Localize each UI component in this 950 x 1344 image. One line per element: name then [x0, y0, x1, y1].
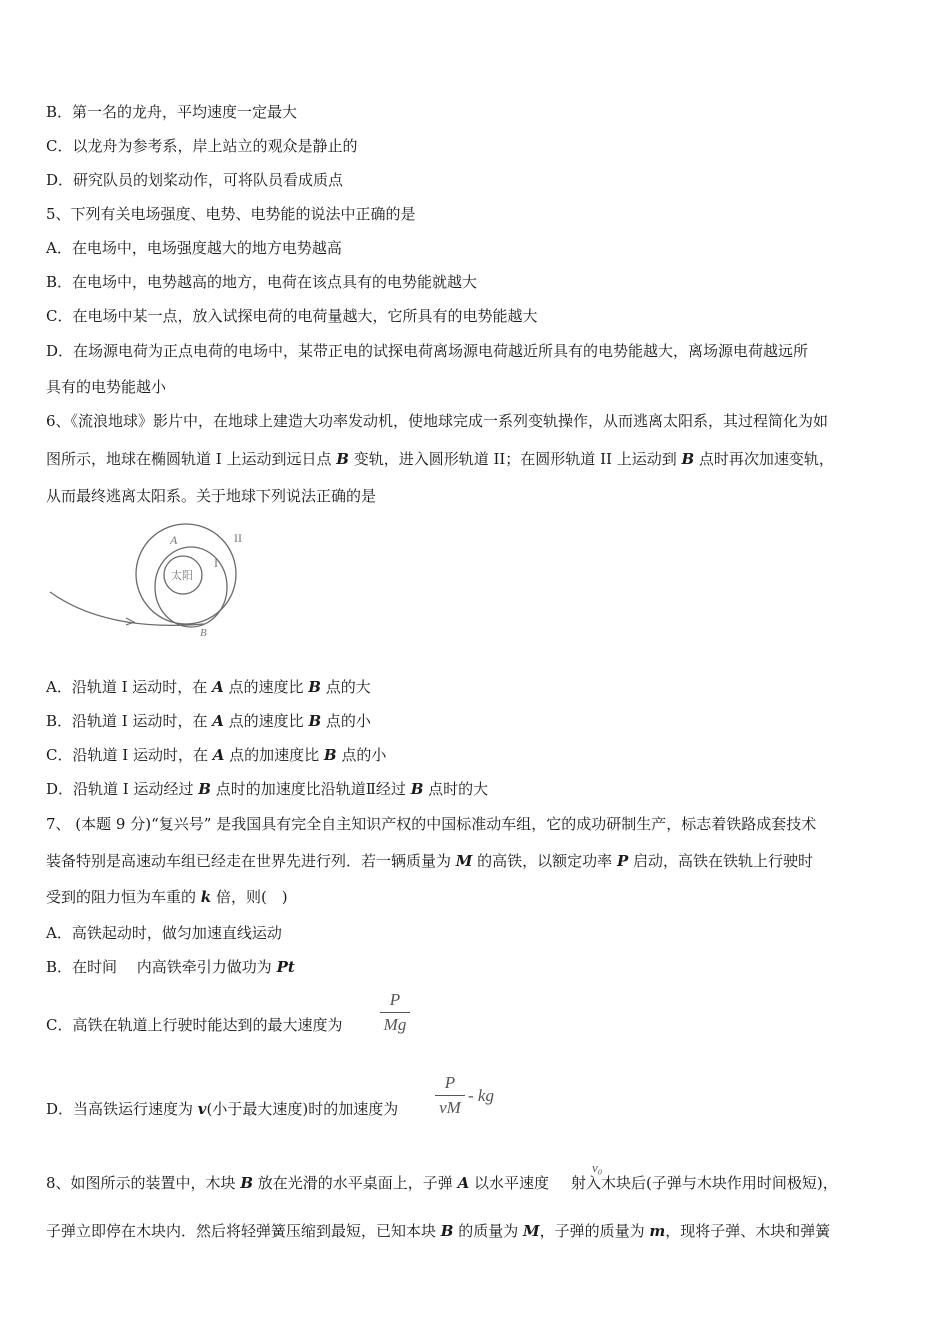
q6-option-d: D．沿轨道 I 运动经过 B 点时的加速度比沿轨道Ⅱ经过 B 点时的大: [46, 780, 489, 798]
option-b-line: B．第一名的龙舟，平均速度一定最大: [46, 103, 298, 121]
question-7: 7、 (本题 9 分)“复兴号” 是我国具有完全自主知识产权的中国标准动车组，它的成功研制生产，标志着铁路成套技术: [46, 815, 817, 833]
q7-option-d: D．当高铁运行速度为 v(小于最大速度)时的加速度为: [46, 1100, 399, 1118]
point-a-label: A: [170, 533, 178, 547]
q7-option-a: A．高铁起动时，做匀加速直线运动: [46, 924, 282, 942]
question-6-line3: 从而最终逃离太阳系。关于地球下列说法正确的是: [46, 487, 377, 505]
point-b-label: B: [200, 627, 207, 639]
sun-label: 太阳: [171, 570, 193, 582]
q7-d-minus-kg: - kg: [468, 1086, 494, 1105]
q6-option-c: C．沿轨道 I 运动时，在 A 点的加速度比 B 点的小: [46, 746, 387, 764]
q7-d-fraction: [435, 1073, 465, 1118]
option-c-line: C．以龙舟为参考系，岸上站立的观众是静止的: [46, 137, 358, 155]
q5-option-c: C．在电场中某一点，放入试探电荷的电荷量越大，它所具有的电势能越大: [46, 307, 538, 325]
q7-option-c: C．高铁在轨道上行驶时能达到的最大速度为: [46, 1016, 343, 1034]
question-7-line2: 装备特别是高速动车组已经走在世界先进行列．若一辆质量为 M 的高铁，以额定功率 P 启动，高铁在铁轨上行驶时: [46, 852, 813, 870]
question-8: 8、如图所示的装置中，木块 B 放在光滑的水平桌面上，子弹 A 以水平速度 射入木块后(子弹与木块作用时间极短)，: [46, 1174, 838, 1192]
orbit-ii-label: II: [234, 531, 242, 545]
orbit-figure: [46, 510, 266, 660]
question-6-line2: 图所示，地球在椭圆轨道 I 上运动到远日点 B 变轨，进入圆形轨道 II；在圆形轨道 II 上运动到 B 点时再次加速变轨，: [46, 450, 834, 468]
q7-d-numerator: P: [444, 1073, 456, 1092]
q5-option-d-cont: 具有的电势能越小: [46, 378, 167, 396]
q7-c-fraction: [380, 990, 410, 1035]
question-8-line2: 子弹立即停在木块内．然后将轻弹簧压缩到最短，已知本块 B 的质量为 M，子弹的质量为 m，现将子弹、木块和弹簧: [46, 1222, 831, 1240]
orbit-i-label: I: [214, 556, 218, 570]
q7-c-numerator: P: [389, 990, 401, 1009]
q5-option-b: B．在电场中，电势越高的地方，电荷在该点具有的电势能就越大: [46, 273, 478, 291]
q7-c-denominator: Mg: [383, 1015, 407, 1034]
q5-option-a: A．在电场中，电场强度越大的地方电势越高: [46, 239, 342, 257]
escape-trajectory: [50, 592, 204, 625]
question-5: 5、下列有关电场强度、电势、电势能的说法中正确的是: [46, 205, 416, 223]
q8-initial-velocity: v₀: [592, 1160, 603, 1175]
option-d-line: D．研究队员的划桨动作，可将队员看成质点: [46, 171, 344, 189]
question-7-line3: 受到的阻力恒为车重的 k 倍，则( ): [46, 888, 288, 906]
q6-option-a: A．沿轨道 I 运动时，在 A 点的速度比 B 点的大: [46, 678, 371, 696]
q5-option-d: D．在场源电荷为正点电荷的电场中，某带正电的试探电荷离场源电荷越近所具有的电势能越大，离场源电荷越远所: [46, 342, 809, 360]
q7-d-denominator: vM: [439, 1098, 461, 1117]
q6-option-b: B．沿轨道 I 运动时，在 A 点的速度比 B 点的小: [46, 712, 371, 730]
q7-option-b: B．在时间 内高铁牵引力做功为 Pt: [46, 958, 295, 976]
question-6: 6、《流浪地球》影片中，在地球上建造大功率发动机，使地球完成一系列变轨操作，从而逃离太阳系，其过程简化为如: [46, 412, 829, 430]
